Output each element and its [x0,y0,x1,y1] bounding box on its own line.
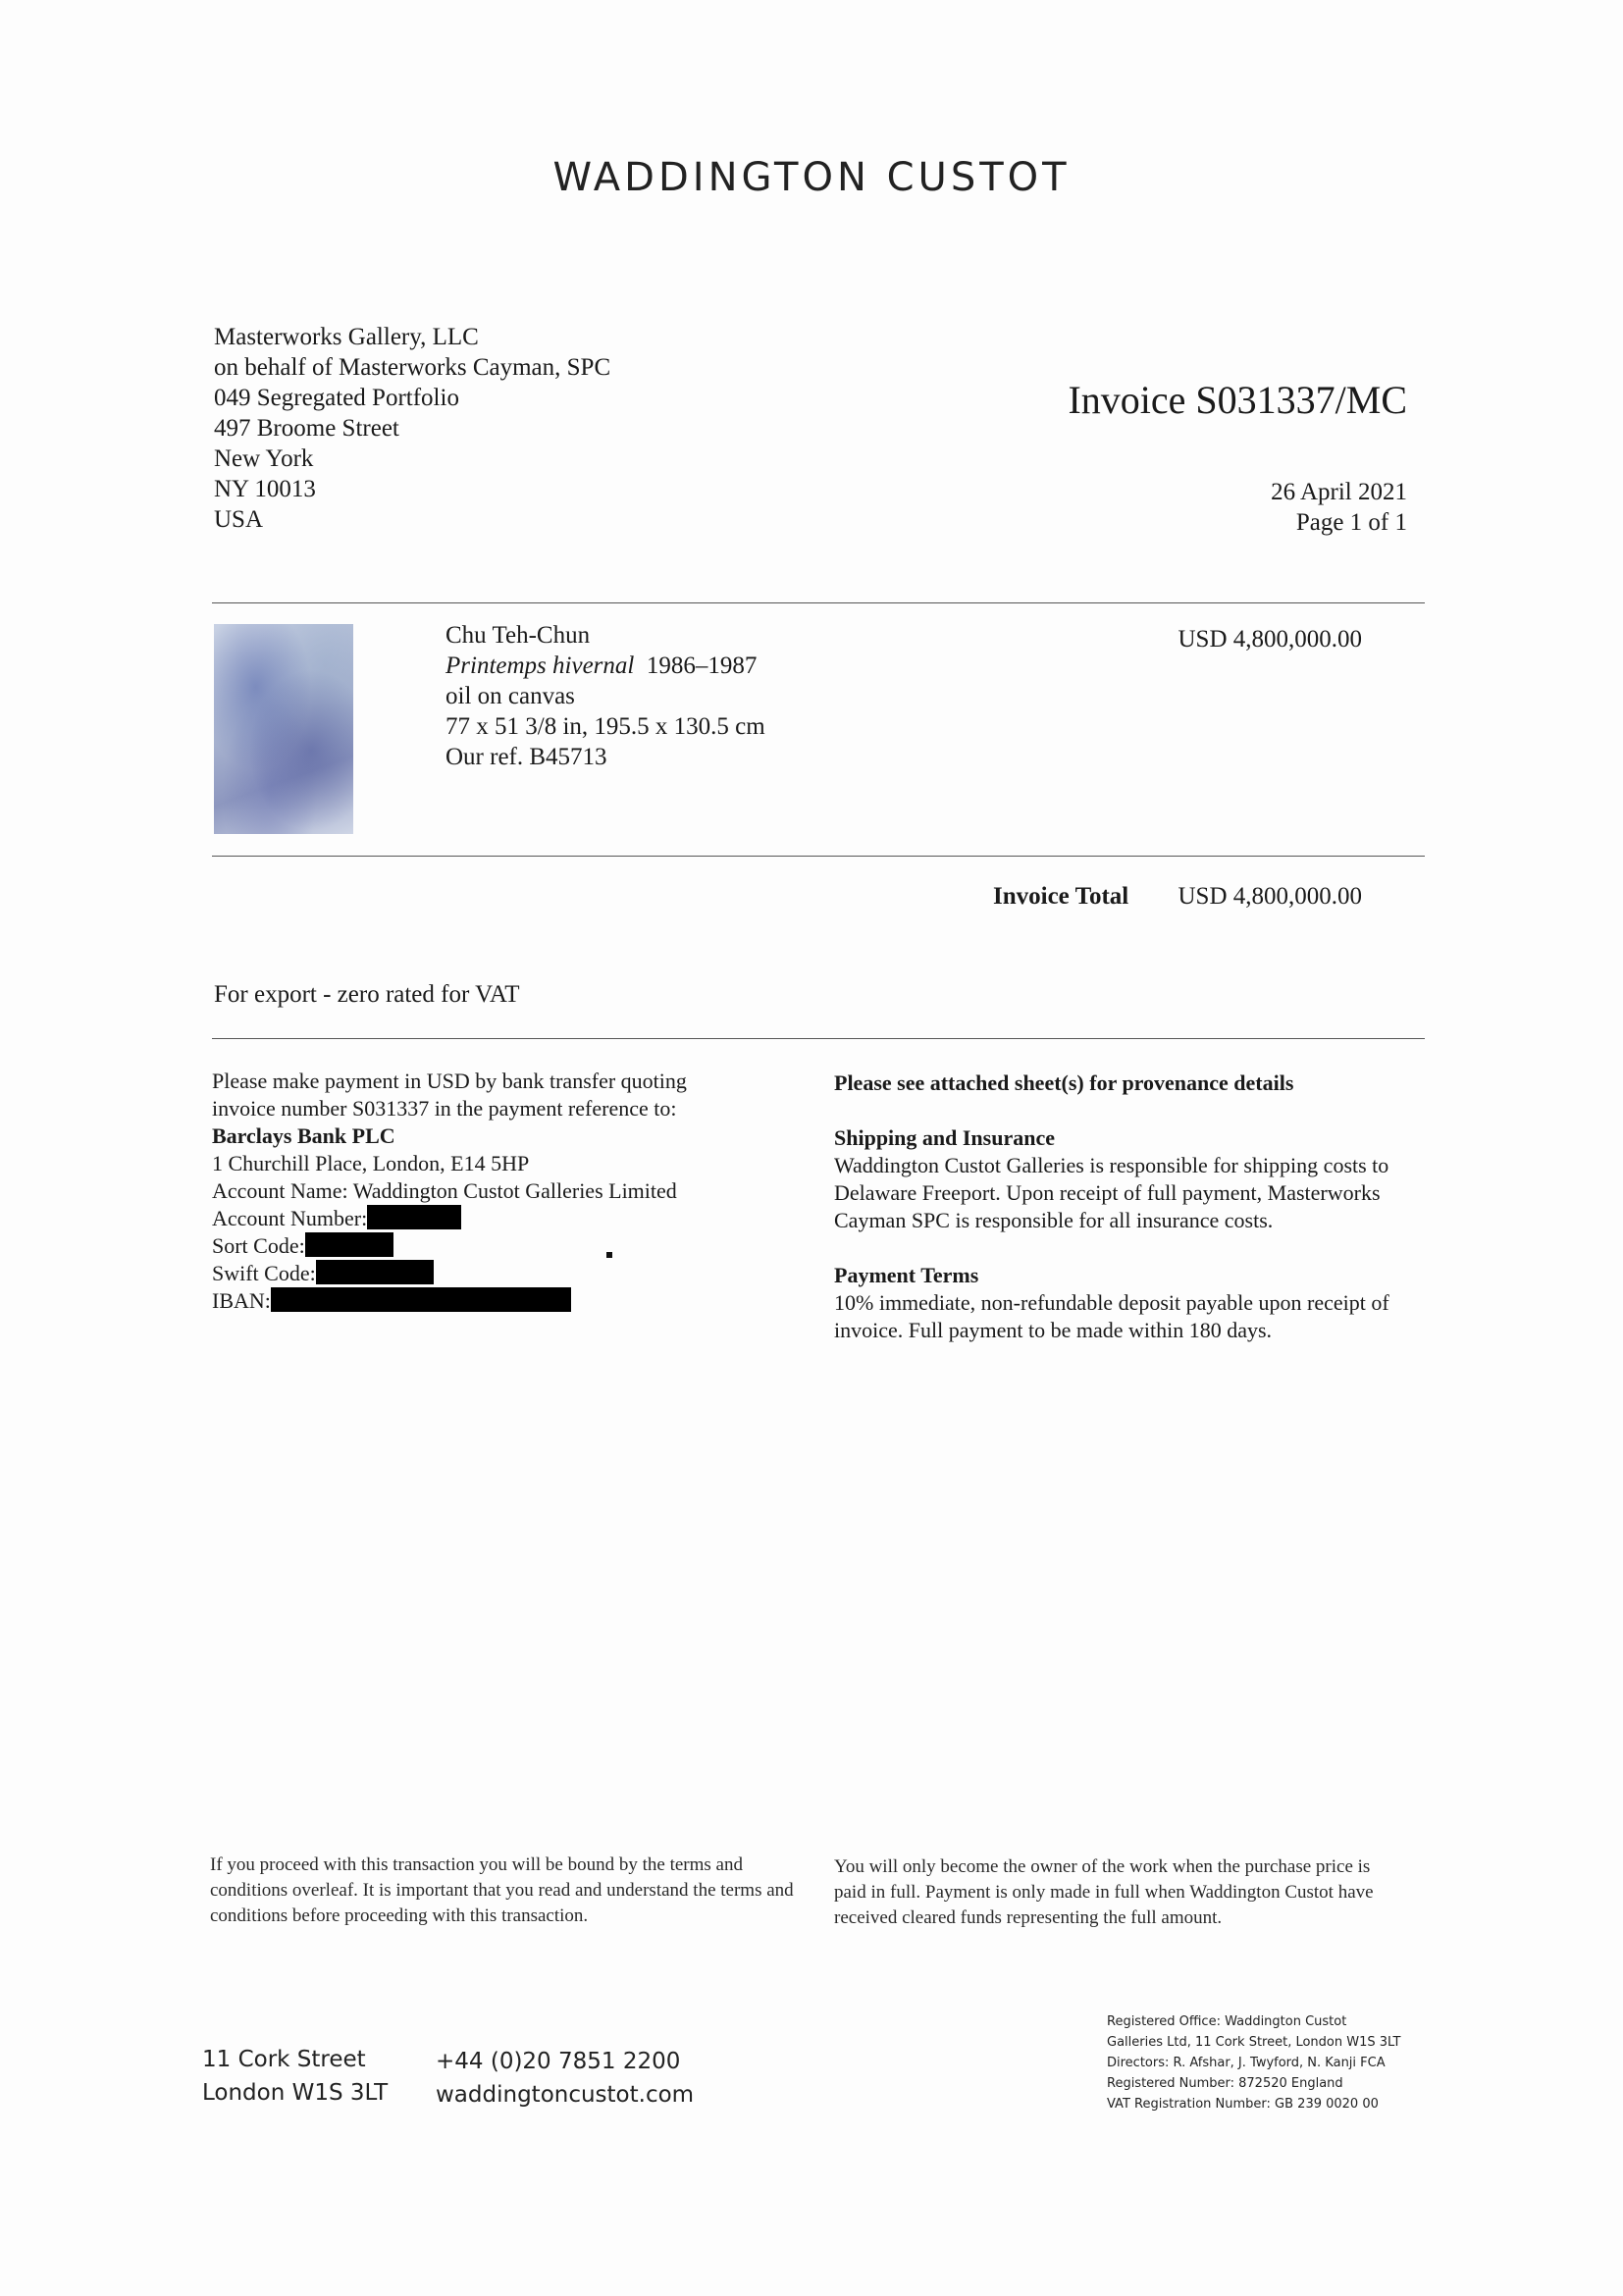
address-line: NY 10013 [214,476,316,502]
registered-line: Registered Number: 872520 England [1107,2076,1343,2091]
registered-office-info [1107,2011,1400,2114]
account-name: Account Name: Waddington Custot Galleries Limited [212,1178,677,1203]
redaction-bar [305,1232,393,1257]
footer-phone: +44 (0)20 7851 2200 [436,2049,681,2074]
footer-city: London W1S 3LT [202,2080,389,2106]
address-line: 497 Broome Street [214,415,399,442]
address-line: on behalf of Masterworks Cayman, SPC [214,354,611,381]
footer-contact [436,2045,694,2112]
bank-address: 1 Churchill Place, London, E14 5HP [212,1151,530,1175]
artwork-title: Printemps hivernal [445,652,635,679]
sort-code-row [212,1232,687,1260]
payment-intro: invoice number S031337 in the payment reference to: [212,1096,677,1121]
address-line: New York [214,445,314,472]
footer-website: waddingtoncustot.com [436,2082,695,2108]
provenance-note: Please see attached sheet(s) for provenance details [834,1070,1294,1095]
artwork-reference: Our ref. B45713 [445,744,607,770]
invoice-notes [834,1070,1413,1344]
artwork-year: 1986–1987 [646,652,758,679]
redaction-mark [606,1252,612,1258]
registered-line: Galleries Ltd, 11 Cork Street, London W1S 3LT [1107,2035,1401,2050]
vat-note: For export - zero rated for VAT [214,981,520,1008]
swift-code-row [212,1260,687,1287]
payment-intro: Please make payment in USD by bank transfer quoting [212,1069,687,1093]
recipient-address [214,322,610,535]
address-line: 049 Segregated Portfolio [214,385,459,411]
invoice-date: 26 April 2021 [1271,479,1407,505]
iban-label: IBAN: [212,1288,271,1313]
payment-instructions [212,1068,687,1315]
divider [212,602,1425,603]
artwork-thumbnail [214,624,353,834]
artwork-medium: oil on canvas [445,683,575,709]
invoice-number: Invoice S031337/MC [1068,378,1407,422]
sort-code-label: Sort Code: [212,1233,305,1258]
address-line: Masterworks Gallery, LLC [214,324,479,350]
ownership-fine-print: You will only become the owner of the work when the purchase price is paid in full. Payment is only made in full when Waddington Custot have received cleared funds representing the full amount. [834,1856,1374,1928]
invoice-total-value: USD 4,800,000.00 [1178,883,1362,910]
swift-code-label: Swift Code: [212,1261,316,1285]
company-logo-text: WADDINGTON CUSTOT [552,155,1071,200]
footer-address [202,2043,388,2110]
bank-name: Barclays Bank PLC [212,1123,395,1148]
redaction-bar [316,1260,434,1284]
redaction-bar [367,1205,461,1229]
registered-line: Registered Office: Waddington Custot [1107,2014,1347,2029]
payment-terms-text: 10% immediate, non-refundable deposit payable upon receipt of invoice. Full payment to be made within 180 days. [834,1290,1389,1342]
shipping-heading: Shipping and Insurance [834,1125,1055,1150]
item-price: USD 4,800,000.00 [1178,626,1362,652]
shipping-text: Waddington Custot Galleries is responsible for shipping costs to Delaware Freeport. Upon receipt of full payment, Masterworks Cayman SPC is responsible for all insurance costs. [834,1153,1389,1232]
redaction-bar [271,1287,571,1312]
footer-street: 11 Cork Street [202,2047,366,2072]
address-line: USA [214,506,264,533]
invoice-meta [1271,477,1407,538]
artwork-title-line [445,651,765,681]
account-number-label: Account Number: [212,1206,368,1230]
artwork-dimensions: 77 x 51 3/8 in, 195.5 x 130.5 cm [445,713,765,740]
page-indicator: Page 1 of 1 [1295,509,1407,536]
registered-line: VAT Registration Number: GB 239 0020 00 [1107,2097,1379,2112]
artwork-details [445,620,765,772]
payment-terms-heading: Payment Terms [834,1263,979,1287]
account-number-row [212,1205,687,1232]
registered-line: Directors: R. Afshar, J. Twyford, N. Kanji FCA [1107,2056,1386,2070]
artist-name: Chu Teh-Chun [445,622,591,649]
terms-fine-print: If you proceed with this transaction you will be bound by the terms and conditions overleaf. It is important that you read and understand the terms and conditions before proceeding with this transaction. [210,1854,794,1926]
iban-row [212,1287,687,1315]
divider [212,856,1425,857]
invoice-total-label: Invoice Total [993,883,1129,910]
divider [212,1038,1425,1039]
